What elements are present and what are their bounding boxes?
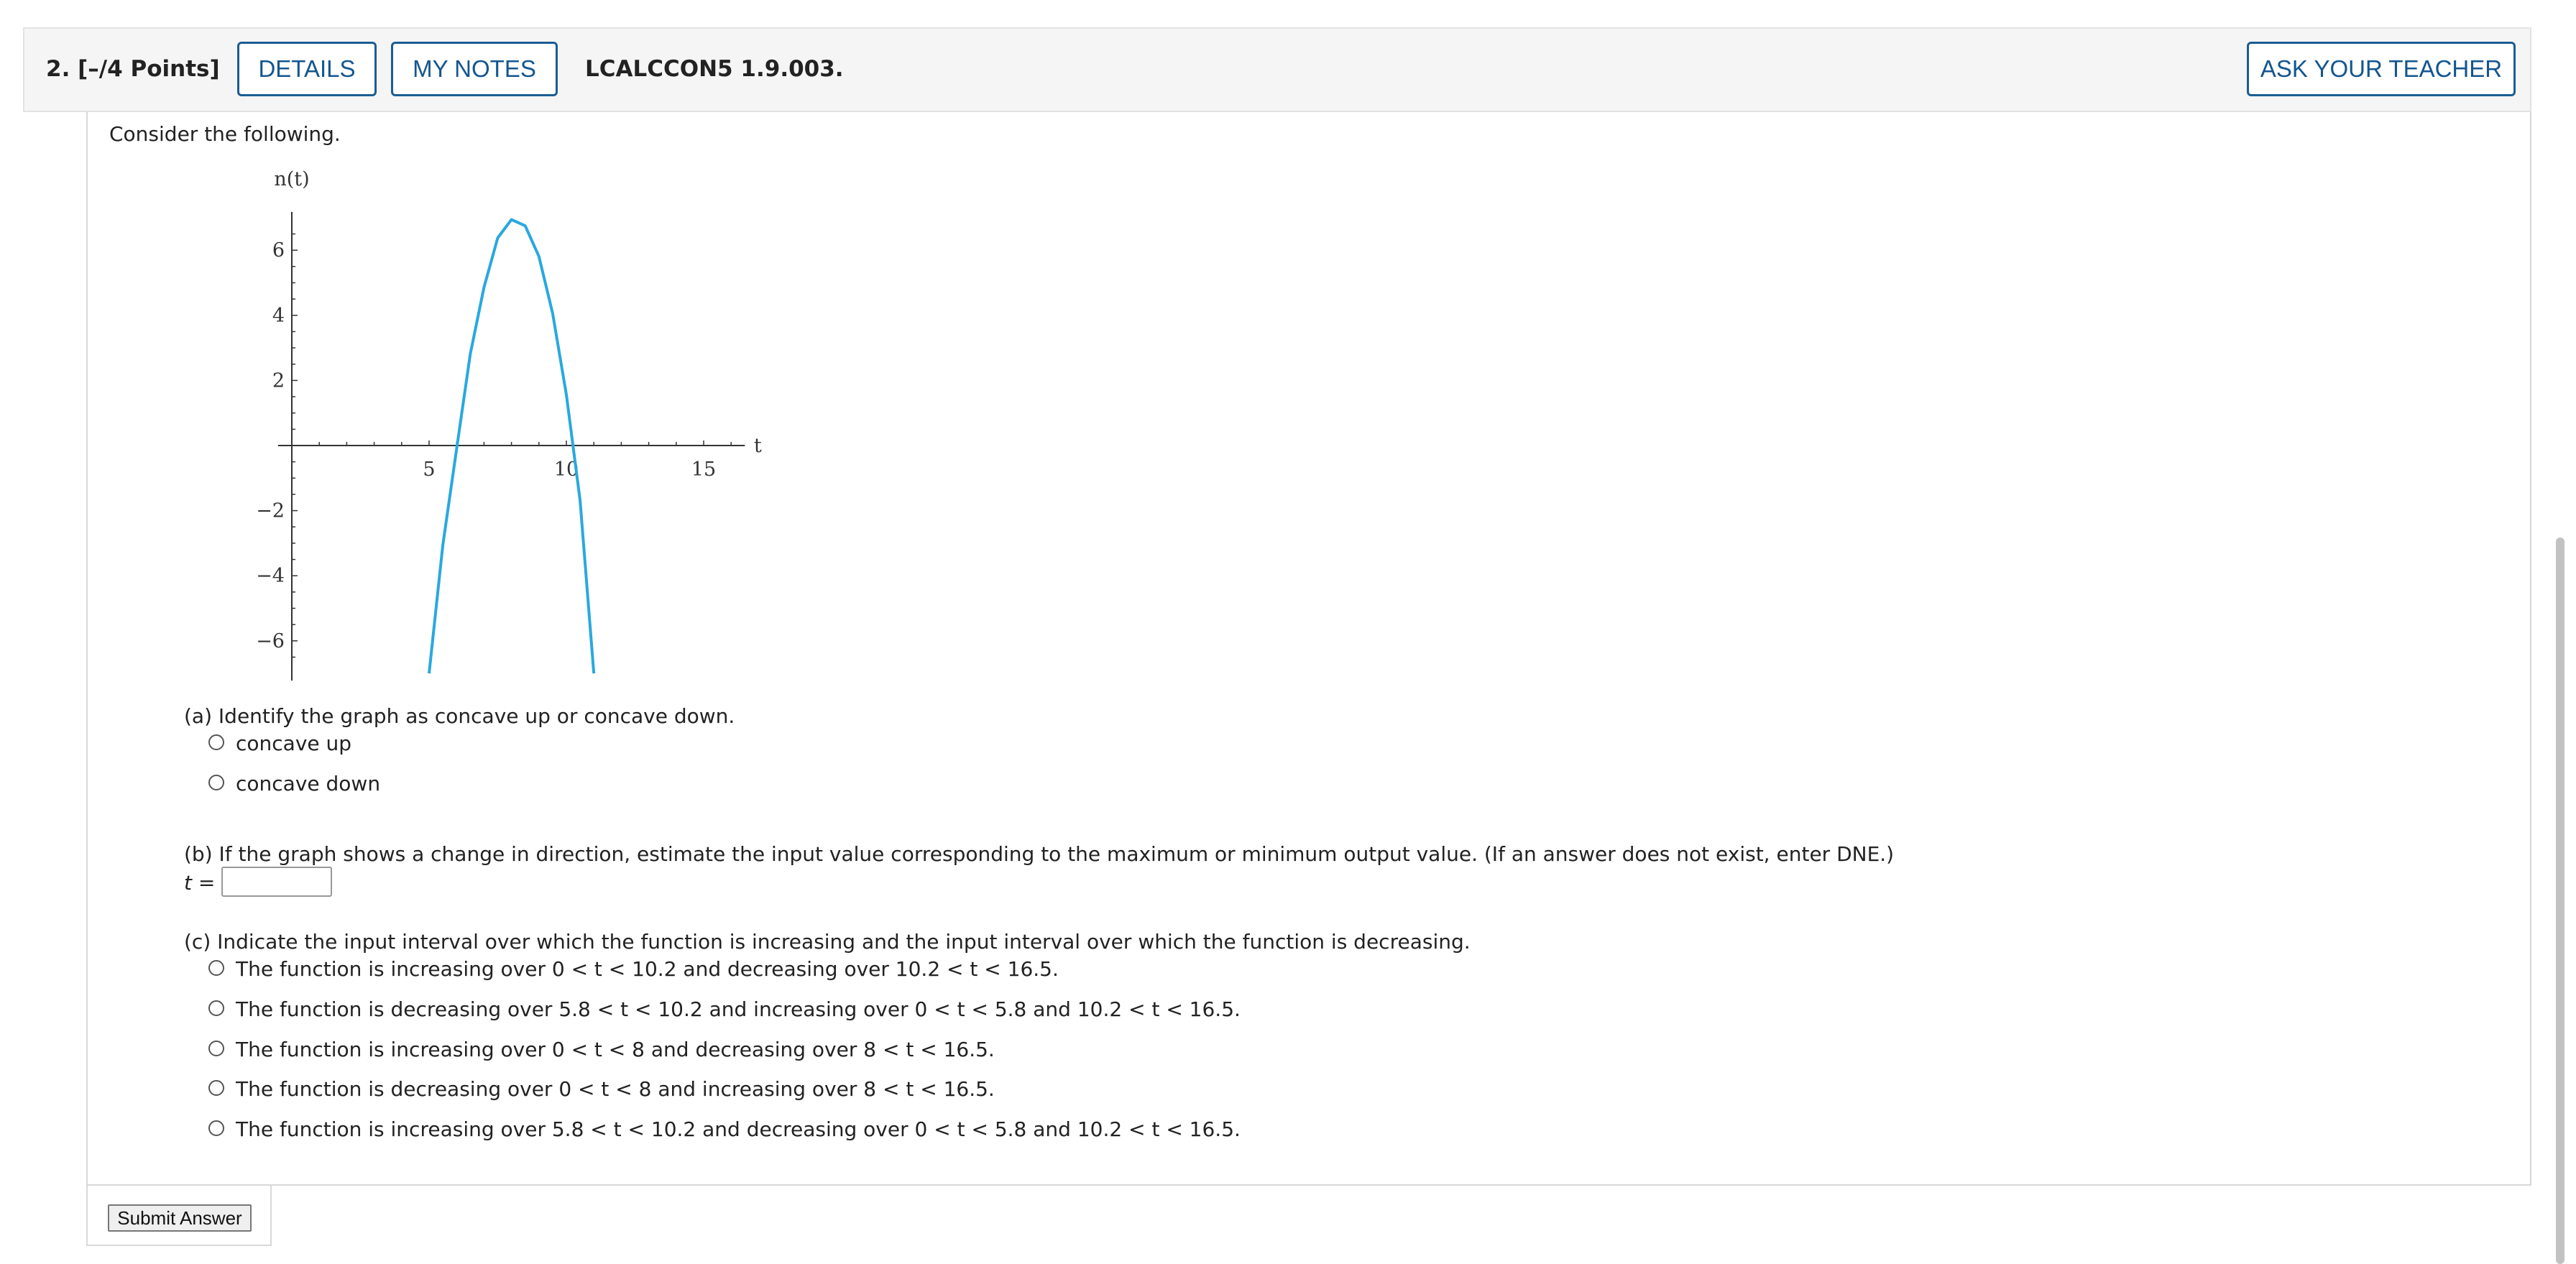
- question-id: LCALCCON5 1.9.003.: [585, 56, 844, 82]
- part-b-prompt: (b) If the graph shows a change in direction, estimate the input value corresponding to the maximum or minimum output value. (If an answer does not exist, enter DNE.): [184, 842, 1895, 866]
- t-answer-input[interactable]: [221, 867, 332, 897]
- part-a-prompt: (a) Identify the graph as concave up or concave down.: [184, 704, 735, 728]
- y-tick-label: 2: [272, 369, 285, 392]
- option-concave-down-radio[interactable]: [208, 775, 224, 790]
- part-c-prompt: (c) Indicate the input interval over which the function is increasing and the input interval over which the function is decreasing.: [184, 930, 1471, 954]
- y-tick-label: −6: [256, 629, 285, 652]
- interval-option-5-radio[interactable]: [208, 1120, 224, 1136]
- y-tick-label: 4: [272, 304, 285, 327]
- x-axis-title: t: [753, 435, 762, 457]
- ask-your-teacher-button[interactable]: ASK YOUR TEACHER: [2247, 42, 2516, 96]
- function-graph: [252, 170, 783, 687]
- interval-option-2-label: The function is decreasing over 5.8 < t < 10.2 and increasing over 0 < t < 5.8 and 10.2 < t < 16.5.: [236, 997, 1241, 1021]
- t-input-label: t =: [184, 871, 216, 895]
- interval-option-1-label: The function is increasing over 0 < t < 10.2 and decreasing over 10.2 < t < 16.5.: [236, 957, 1059, 981]
- intro-text: Consider the following.: [109, 122, 341, 146]
- option-concave-up-radio[interactable]: [208, 734, 224, 750]
- details-button[interactable]: DETAILS: [237, 42, 377, 96]
- y-tick-label: 6: [272, 239, 285, 262]
- question-header: [23, 27, 2531, 112]
- x-tick-label: 5: [423, 458, 436, 481]
- y-tick-label: −2: [256, 499, 285, 522]
- interval-option-1-radio[interactable]: [208, 960, 224, 976]
- y-tick-label: −4: [256, 565, 285, 588]
- graph-curve: [429, 220, 594, 674]
- my-notes-button[interactable]: MY NOTES: [391, 42, 558, 96]
- interval-option-3-label: The function is increasing over 0 < t < 8 and decreasing over 8 < t < 16.5.: [236, 1038, 995, 1061]
- interval-option-2-radio[interactable]: [208, 1000, 224, 1016]
- page-scrollbar[interactable]: [2556, 538, 2564, 1264]
- x-tick-label: 15: [691, 458, 717, 481]
- y-axis-title: n(t): [274, 170, 310, 190]
- graph-axes: [274, 170, 762, 681]
- submit-answer-button[interactable]: Submit Answer: [108, 1204, 252, 1232]
- interval-option-4-label: The function is decreasing over 0 < t < 8 and increasing over 8 < t < 16.5.: [236, 1077, 995, 1101]
- option-concave-up-label: concave up: [236, 732, 352, 755]
- x-tick-label: 10: [553, 458, 579, 481]
- interval-option-5-label: The function is increasing over 5.8 < t < 10.2 and decreasing over 0 < t < 5.8 and 10.2 < t < 16.5.: [236, 1117, 1241, 1141]
- option-concave-down-label: concave down: [236, 772, 381, 795]
- interval-option-3-radio[interactable]: [208, 1041, 224, 1056]
- interval-option-4-radio[interactable]: [208, 1080, 224, 1096]
- function-curve: [429, 220, 594, 674]
- question-points-label: 2. [–/4 Points]: [46, 56, 220, 82]
